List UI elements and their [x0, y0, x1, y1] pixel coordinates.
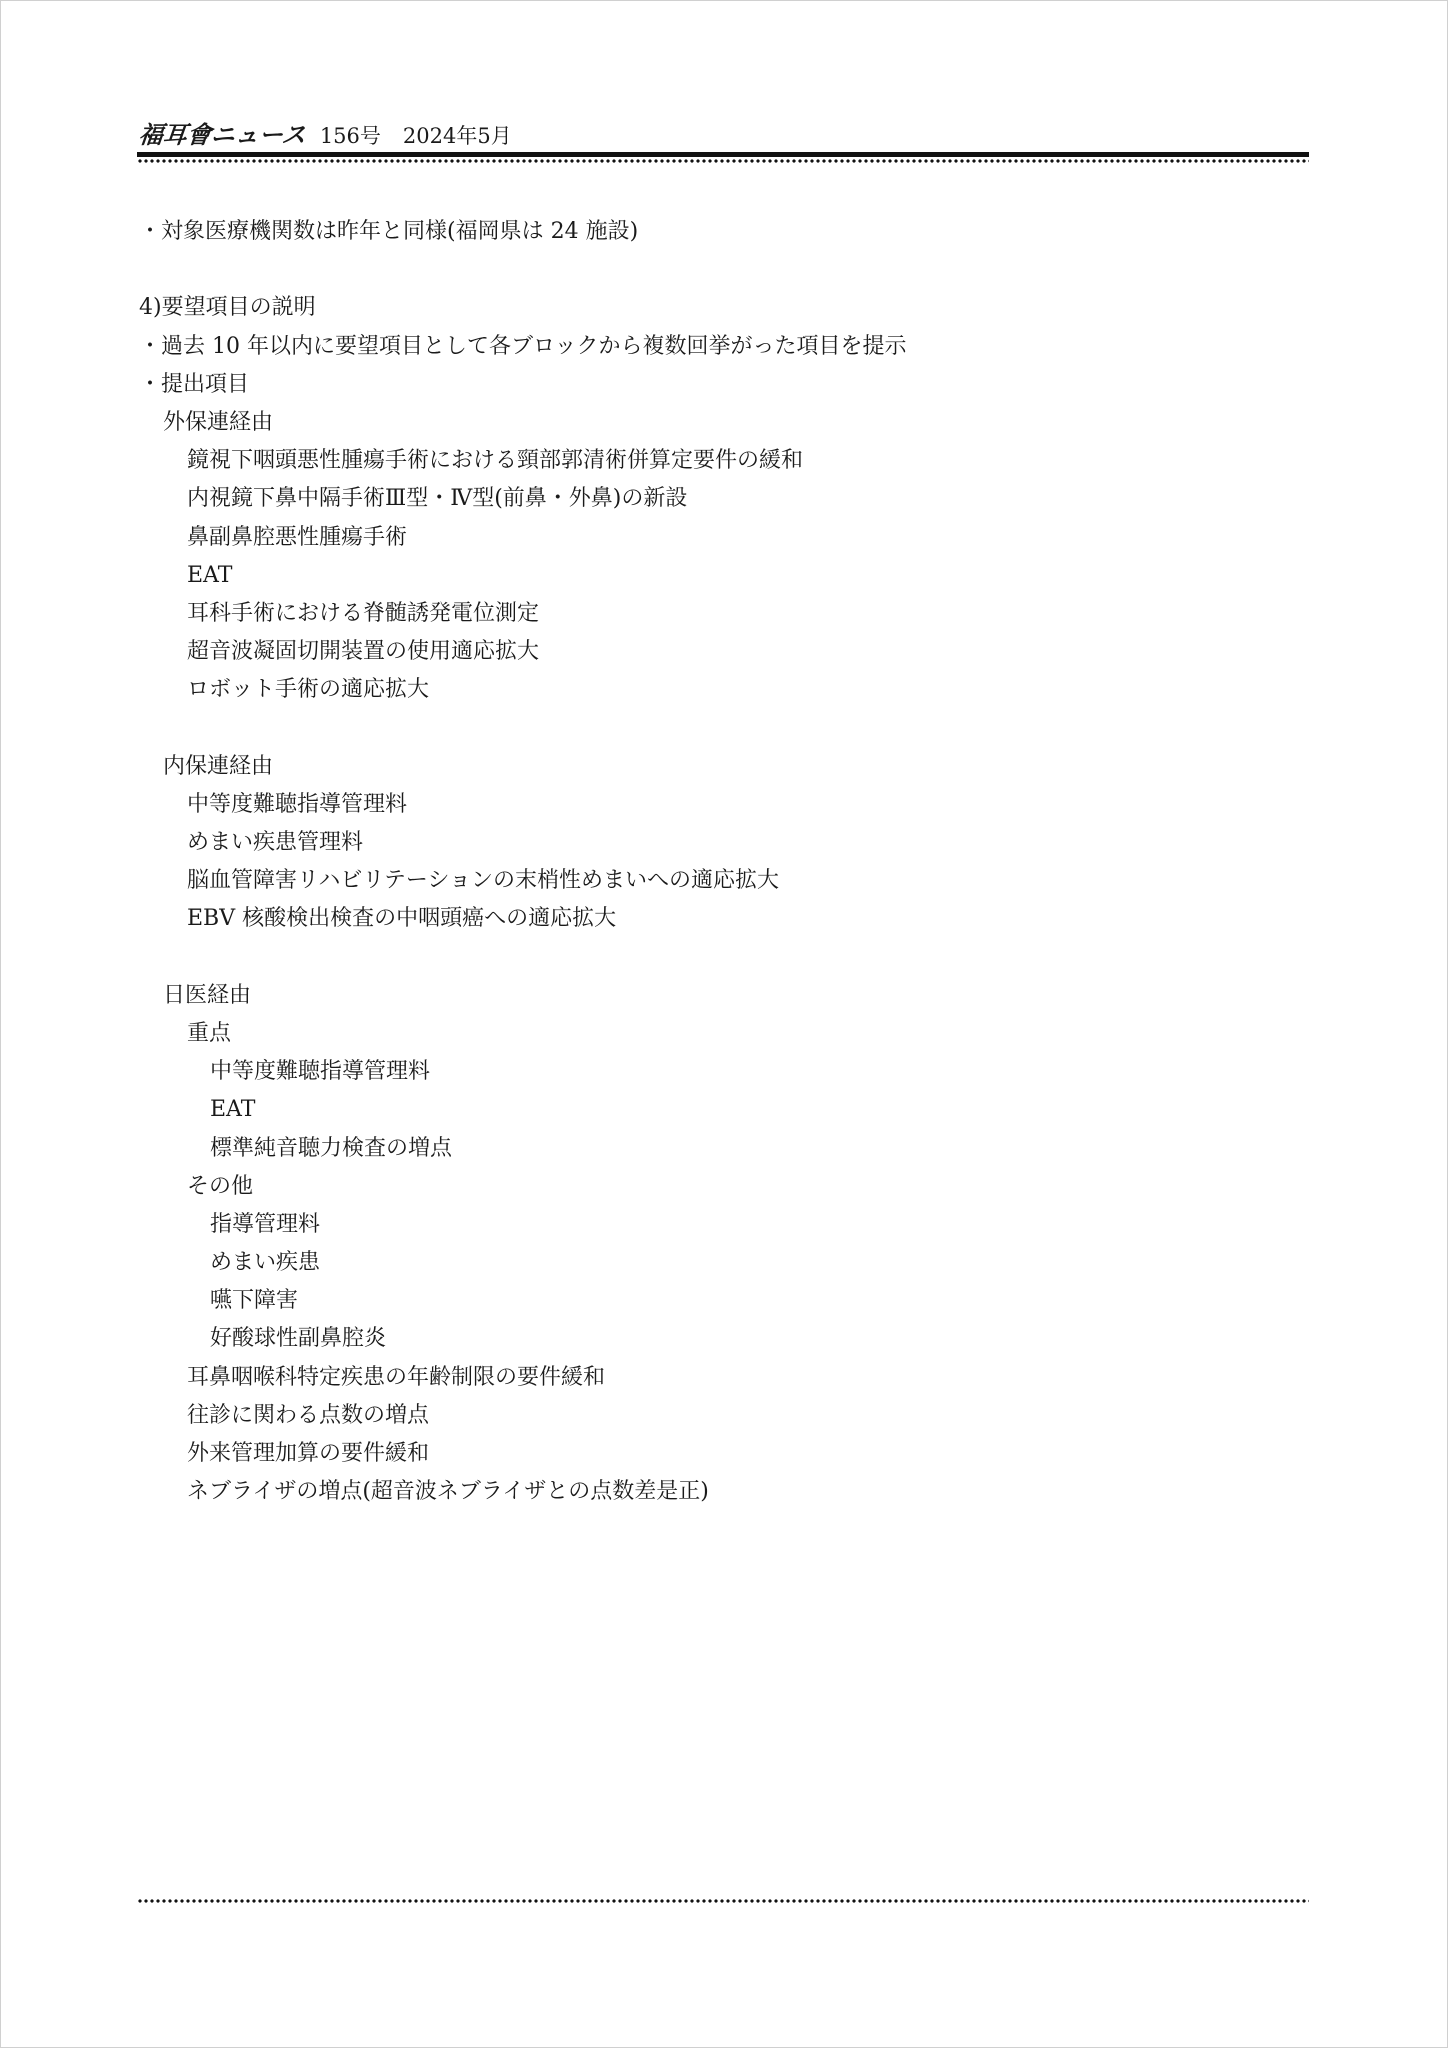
list-item: めまい疾患 — [210, 1250, 321, 1276]
list-item: 内視鏡下鼻中隔手術Ⅲ型・Ⅳ型(前鼻・外鼻)の新設 — [187, 486, 688, 512]
list-item: ロボット手術の適応拡大 — [187, 677, 430, 703]
items-label: ・提出項目 — [139, 371, 250, 397]
list-item: ネブライザの増点(超音波ネブライザとの点数差是正) — [187, 1479, 709, 1505]
section-heading: 4)要望項目の説明 — [139, 295, 316, 321]
issue-date: 2024年5月 — [402, 124, 512, 148]
spacer — [139, 939, 1299, 977]
list-item: 好酸球性副鼻腔炎 — [210, 1326, 387, 1352]
list-item: 耳科手術における脊髄誘発電位測定 — [187, 600, 540, 626]
priority-label: 重点 — [187, 1020, 232, 1046]
footer-rule-dotted — [137, 1899, 1309, 1903]
header-rule-dotted — [137, 159, 1309, 163]
body-content — [139, 213, 1299, 1511]
gaihoren-title: 外保連経由 — [163, 409, 274, 435]
list-item: 往診に関わる点数の増点 — [187, 1402, 430, 1428]
list-item: 中等度難聴指導管理料 — [187, 791, 408, 817]
list-item: EBV 核酸検出検査の中咽頭癌への適応拡大 — [187, 906, 617, 932]
list-item: めまい疾患管理料 — [187, 830, 364, 855]
list-item: EAT — [210, 1097, 256, 1123]
other-label: その他 — [187, 1173, 254, 1199]
list-item: EAT — [187, 562, 233, 588]
list-item: 嚥下障害 — [210, 1288, 299, 1314]
spacer — [139, 251, 1299, 289]
page-header — [139, 117, 1309, 147]
intro-line: ・対象医療機関数は昨年と同様(福岡県は 24 施設) — [139, 219, 639, 244]
spacer — [139, 709, 1299, 747]
header-rule-solid — [137, 152, 1309, 157]
list-item: 標準純音聴力検査の増点 — [210, 1135, 453, 1161]
list-item: 中等度難聴指導管理料 — [210, 1059, 431, 1085]
list-item: 耳鼻咽喉科特定疾患の年齢制限の要件緩和 — [187, 1364, 606, 1390]
list-item: 脳血管障害リハビリテーションの末梢性めまいへの適応拡大 — [187, 868, 780, 894]
newsletter-logo: 福耳會ニュース — [137, 120, 308, 149]
list-item: 鼻副鼻腔悪性腫瘍手術 — [187, 524, 408, 550]
naihoren-title: 内保連経由 — [163, 753, 274, 779]
issue-number: 156号 — [319, 124, 381, 148]
list-item: 超音波凝固切開装置の使用適応拡大 — [187, 639, 540, 665]
nichii-title: 日医経由 — [163, 982, 252, 1008]
section-note: ・過去 10 年以内に要望項目として各ブロックから複数回挙がった項目を提示 — [139, 333, 907, 359]
list-item: 指導管理料 — [210, 1211, 321, 1237]
list-item: 外来管理加算の要件緩和 — [187, 1441, 430, 1466]
list-item: 鏡視下咽頭悪性腫瘍手術における頸部郭清術併算定要件の緩和 — [187, 448, 804, 474]
